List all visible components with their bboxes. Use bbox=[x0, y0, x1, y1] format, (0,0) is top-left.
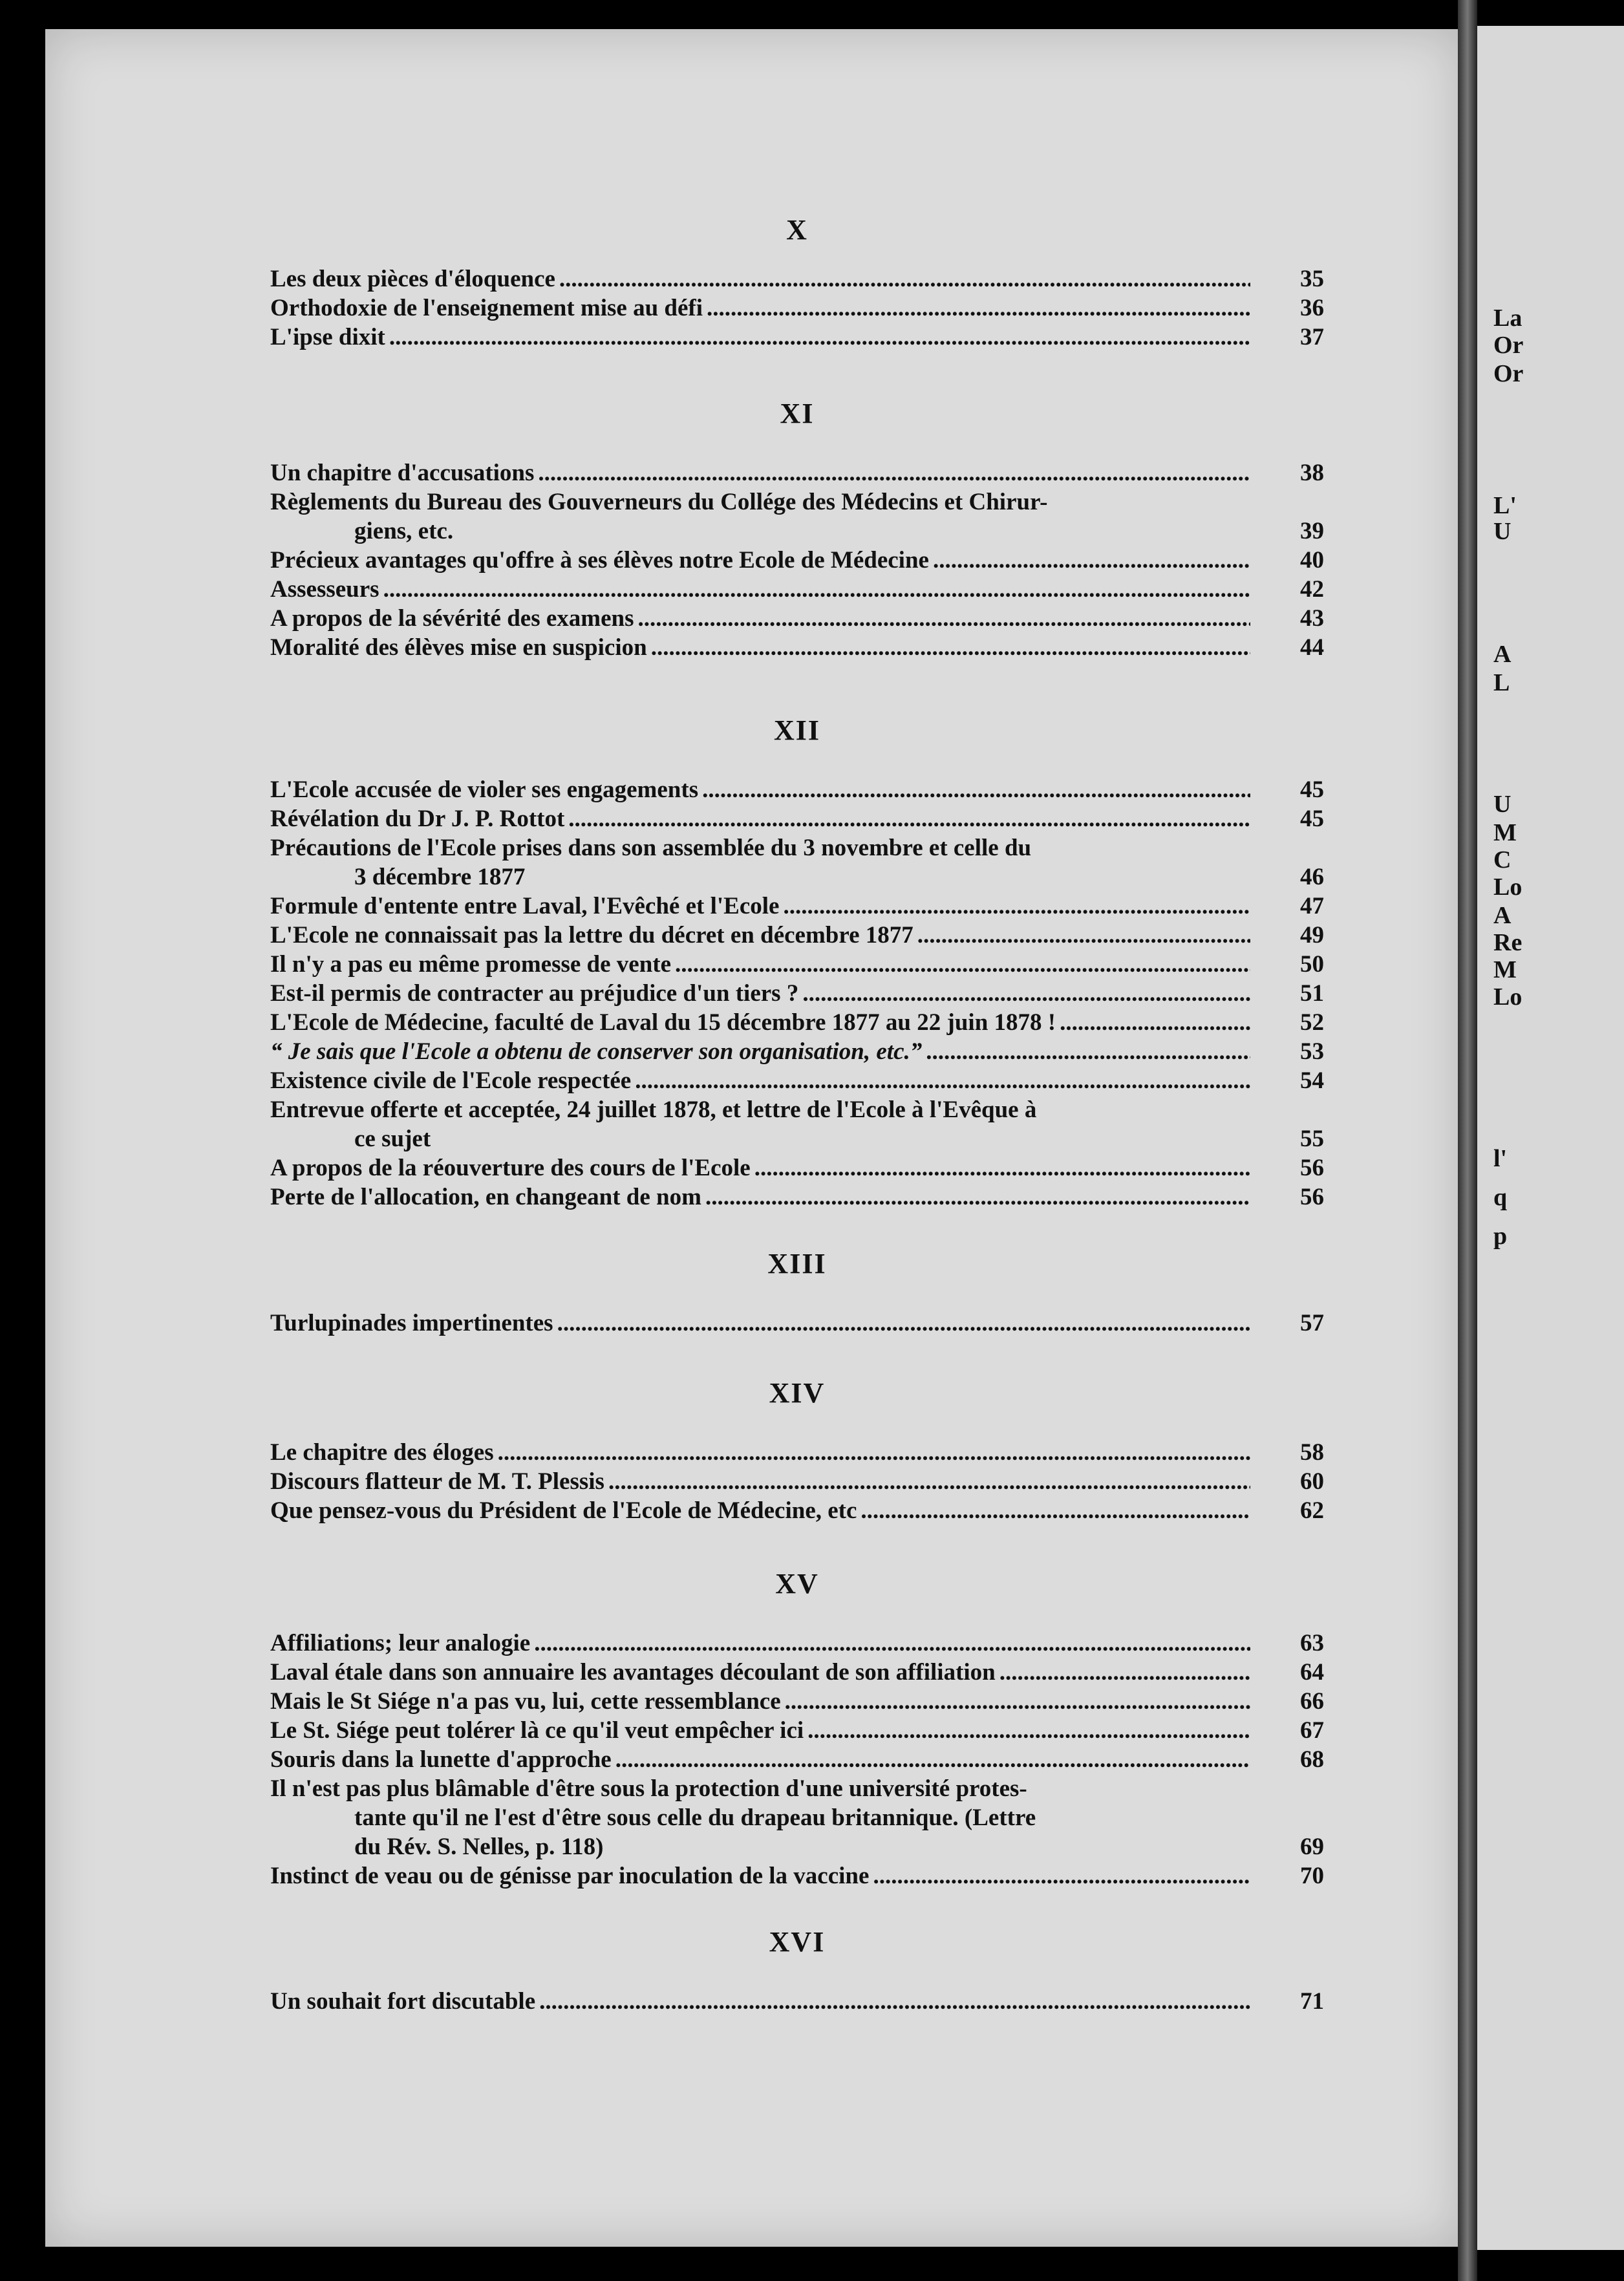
toc-entry-title bbox=[270, 546, 1250, 575]
toc-entry-title bbox=[270, 323, 1250, 352]
toc-page-number: 69 bbox=[1300, 1834, 1324, 1860]
toc-entry-text: Est-il permis de contracter au préjudice d'un tiers ? bbox=[270, 980, 799, 1007]
toc-page-number: 38 bbox=[1300, 460, 1324, 486]
toc-page-number: 49 bbox=[1300, 922, 1324, 948]
toc-entry-text: L'Ecole de Médecine, faculté de Laval du 15 décembre 1877 au 22 juin 1878 ! bbox=[270, 1009, 1056, 1036]
toc-entry-title bbox=[270, 1467, 1250, 1496]
toc-entry[interactable] bbox=[270, 1008, 1324, 1037]
section-heading: XII bbox=[773, 714, 821, 746]
toc-page-number: 63 bbox=[1300, 1630, 1324, 1656]
toc-entry[interactable] bbox=[270, 921, 1324, 950]
toc-entry[interactable] bbox=[270, 1183, 1324, 1212]
toc-section bbox=[270, 213, 1324, 352]
toc-entry[interactable] bbox=[270, 833, 1324, 892]
toc-entry[interactable] bbox=[270, 1861, 1324, 1890]
toc-entry-text: Instinct de veau ou de génisse par inoculation de la vaccine bbox=[270, 1863, 870, 1889]
toc-entry-continuation: ce sujet bbox=[354, 1126, 431, 1152]
toc-entry-text: A propos de la sévérité des examens bbox=[270, 605, 634, 632]
toc-entry[interactable] bbox=[270, 487, 1324, 546]
toc-page-number: 67 bbox=[1300, 1717, 1324, 1744]
toc-page-number: 54 bbox=[1300, 1067, 1324, 1094]
toc-page-number: 68 bbox=[1300, 1746, 1324, 1773]
toc-entry-continuation: du Rév. S. Nelles, p. 118) bbox=[354, 1834, 604, 1860]
toc-entry-title bbox=[270, 575, 1250, 604]
toc-page-number: 56 bbox=[1300, 1155, 1324, 1181]
toc-page-number: 47 bbox=[1300, 893, 1324, 919]
toc-entry-title bbox=[270, 1008, 1250, 1037]
toc-entry-title bbox=[270, 1658, 1250, 1687]
facing-page-fragment: Re bbox=[1493, 929, 1522, 956]
toc-entry-title bbox=[270, 892, 1250, 921]
toc-entry-title bbox=[270, 1629, 1250, 1658]
toc-entry-title bbox=[270, 264, 1250, 294]
toc-entry[interactable] bbox=[270, 892, 1324, 921]
toc-entry[interactable] bbox=[270, 1467, 1324, 1496]
toc-page-number: 44 bbox=[1300, 634, 1324, 661]
toc-entry-line: Il n'est pas plus blâmable d'être sous la protection d'une université protes- bbox=[270, 1774, 1250, 1803]
toc-page-number: 55 bbox=[1300, 1126, 1324, 1152]
toc-entry-title bbox=[270, 1745, 1250, 1774]
facing-page-fragment: La bbox=[1493, 305, 1522, 332]
toc-section bbox=[270, 714, 1324, 1212]
toc-entry[interactable] bbox=[270, 1774, 1324, 1861]
toc-entry[interactable] bbox=[270, 804, 1324, 833]
toc-page-number: 60 bbox=[1300, 1468, 1324, 1495]
toc-entry-text: Précieux avantages qu'offre à ses élèves notre Ecole de Médecine bbox=[270, 547, 929, 573]
section-heading: XV bbox=[775, 1568, 819, 1600]
toc-page-number: 45 bbox=[1300, 806, 1324, 832]
toc-entry[interactable] bbox=[270, 575, 1324, 604]
toc-page-number: 53 bbox=[1300, 1038, 1324, 1065]
toc-entry-title bbox=[270, 294, 1250, 323]
book-gutter bbox=[1458, 0, 1477, 2281]
toc-entry-continuation: tante qu'il ne l'est d'être sous celle du drapeau britannique. (Lettre bbox=[354, 1804, 1036, 1831]
toc-entry-text: Laval étale dans son annuaire les avantages découlant de son affiliation bbox=[270, 1659, 996, 1686]
toc-entry[interactable] bbox=[270, 1658, 1324, 1687]
toc-entry[interactable] bbox=[270, 546, 1324, 575]
toc-entry[interactable] bbox=[270, 264, 1324, 294]
toc-entry-title bbox=[270, 950, 1250, 979]
toc-entry-text: Moralité des élèves mise en suspicion bbox=[270, 634, 647, 661]
toc-entry-text: Affiliations; leur analogie bbox=[270, 1630, 531, 1656]
toc-section bbox=[270, 1376, 1324, 1525]
toc-entry[interactable] bbox=[270, 1095, 1324, 1153]
toc-entry-text: Existence civile de l'Ecole respectée bbox=[270, 1067, 632, 1094]
toc-entry-continuation: 3 décembre 1877 bbox=[354, 864, 526, 890]
toc-entry-title bbox=[270, 1309, 1250, 1338]
toc-page-number: 64 bbox=[1300, 1659, 1324, 1686]
toc-entry-title bbox=[270, 921, 1250, 950]
facing-page-fragment: Or bbox=[1493, 332, 1524, 359]
section-heading: XI bbox=[780, 398, 815, 429]
toc-entry-title bbox=[270, 1153, 1250, 1183]
toc-entry-title bbox=[270, 1438, 1250, 1467]
toc-page-number: 71 bbox=[1300, 1988, 1324, 2015]
facing-page-fragment: q bbox=[1493, 1184, 1508, 1211]
toc-entry[interactable] bbox=[270, 1066, 1324, 1095]
facing-page-fragment: Lo bbox=[1493, 873, 1522, 901]
toc-entry-text: Assesseurs bbox=[270, 576, 379, 603]
toc-entry-text: Que pensez-vous du Président de l'Ecole de Médecine, etc bbox=[270, 1497, 857, 1524]
toc-entry-line: Précautions de l'Ecole prises dans son assemblée du 3 novembre et celle du bbox=[270, 833, 1250, 862]
toc-entry-text: Discours flatteur de M. T. Plessis bbox=[270, 1468, 604, 1495]
facing-page-fragment: L bbox=[1493, 669, 1510, 696]
toc-entry-title bbox=[270, 1774, 1250, 1861]
facing-page-fragment: U bbox=[1493, 518, 1512, 545]
toc-entry-title bbox=[270, 775, 1250, 804]
toc-entry[interactable] bbox=[270, 1987, 1324, 2016]
toc-entry-continuation: giens, etc. bbox=[354, 518, 454, 544]
toc-entry-text: Révélation du Dr J. P. Rottot bbox=[270, 806, 565, 832]
toc-entry-line: Entrevue offerte et acceptée, 24 juillet 1878, et lettre de l'Ecole à l'Evêque à bbox=[270, 1095, 1250, 1124]
toc-entry-title bbox=[270, 804, 1250, 833]
toc-entry-text: Le St. Siége peut tolérer là ce qu'il veut empêcher ici bbox=[270, 1717, 804, 1744]
facing-page-fragment: p bbox=[1493, 1223, 1508, 1250]
section-heading: XVI bbox=[769, 1926, 826, 1958]
toc-page-number: 37 bbox=[1300, 324, 1324, 350]
toc-entry[interactable] bbox=[270, 633, 1324, 662]
toc-entry-text: Le chapitre des éloges bbox=[270, 1439, 494, 1466]
facing-page-fragment: l' bbox=[1493, 1145, 1508, 1172]
facing-page-fragment: Lo bbox=[1493, 983, 1522, 1011]
toc-entry[interactable] bbox=[270, 1687, 1324, 1716]
facing-page-fragment: L' bbox=[1493, 492, 1517, 519]
toc-entry[interactable] bbox=[270, 294, 1324, 323]
toc-page-number: 36 bbox=[1300, 295, 1324, 321]
toc-entry-text: Un chapitre d'accusations bbox=[270, 460, 535, 486]
toc-page-number: 52 bbox=[1300, 1009, 1324, 1036]
toc-entry-title bbox=[270, 487, 1250, 546]
toc-page-number: 58 bbox=[1300, 1439, 1324, 1466]
toc-entry-title bbox=[270, 1183, 1250, 1212]
toc-entry-title bbox=[270, 458, 1250, 487]
facing-page-fragment: C bbox=[1493, 846, 1512, 873]
toc-entry[interactable] bbox=[270, 1153, 1324, 1183]
facing-page-fragment: A bbox=[1493, 641, 1512, 668]
toc-entry-title bbox=[270, 1987, 1250, 2016]
toc-entry-title bbox=[270, 1037, 1250, 1066]
toc-page-number: 51 bbox=[1300, 980, 1324, 1007]
toc-entry[interactable] bbox=[270, 1496, 1324, 1525]
toc-entry-text: Un souhait fort discutable bbox=[270, 1988, 536, 2015]
toc-entry[interactable] bbox=[270, 1629, 1324, 1658]
facing-page-fragment: Or bbox=[1493, 360, 1524, 387]
toc-entry-title bbox=[270, 1716, 1250, 1745]
toc-entry-text: Souris dans la lunette d'approche bbox=[270, 1746, 612, 1773]
toc-entry-title bbox=[270, 633, 1250, 662]
section-heading: XIV bbox=[769, 1377, 826, 1409]
toc-entry-text: L'Ecole ne connaissait pas la lettre du décret en décembre 1877 bbox=[270, 922, 914, 948]
toc-entry-title bbox=[270, 1861, 1250, 1890]
toc-entry-text: Formule d'entente entre Laval, l'Evêché et l'Ecole bbox=[270, 893, 780, 919]
toc-entry[interactable] bbox=[270, 323, 1324, 352]
facing-page-fragment: A bbox=[1493, 902, 1512, 929]
table-of-contents bbox=[270, 213, 1324, 2051]
toc-entry[interactable] bbox=[270, 1309, 1324, 1338]
toc-page-number: 66 bbox=[1300, 1688, 1324, 1715]
section-heading: XIII bbox=[767, 1248, 827, 1280]
section-heading: X bbox=[786, 214, 808, 246]
toc-entry[interactable] bbox=[270, 979, 1324, 1008]
toc-entry-text: A propos de la réouverture des cours de l'Ecole bbox=[270, 1155, 751, 1181]
toc-entry-text: Mais le St Siége n'a pas vu, lui, cette ressemblance bbox=[270, 1688, 781, 1715]
toc-entry[interactable] bbox=[270, 604, 1324, 633]
toc-entry-title bbox=[270, 604, 1250, 633]
facing-page-fragment: M bbox=[1493, 956, 1517, 983]
toc-entry-title bbox=[270, 1066, 1250, 1095]
toc-entry-text: Il n'y a pas eu même promesse de vente bbox=[270, 951, 672, 978]
toc-entry-text: Les deux pièces d'éloquence bbox=[270, 266, 555, 292]
toc-entry-title bbox=[270, 1496, 1250, 1525]
toc-entry-title bbox=[270, 1095, 1250, 1153]
toc-entry-line: Règlements du Bureau des Gouverneurs du Collége des Médecins et Chirur- bbox=[270, 487, 1250, 517]
toc-page-number: 50 bbox=[1300, 951, 1324, 978]
toc-page-number: 43 bbox=[1300, 605, 1324, 632]
toc-section bbox=[270, 1567, 1324, 1890]
toc-entry-text: Turlupinades impertinentes bbox=[270, 1310, 553, 1336]
toc-entry-text: L'ipse dixit bbox=[270, 324, 385, 350]
facing-page-fragment: U bbox=[1493, 791, 1512, 818]
toc-entry-text: L'Ecole accusée de violer ses engagements bbox=[270, 776, 699, 803]
toc-page-number: 70 bbox=[1300, 1863, 1324, 1889]
toc-page-number: 46 bbox=[1300, 864, 1324, 890]
toc-page-number: 56 bbox=[1300, 1184, 1324, 1210]
toc-entry-title bbox=[270, 979, 1250, 1008]
toc-entry[interactable] bbox=[270, 1716, 1324, 1745]
toc-entry-text: “ Je sais que l'Ecole a obtenu de conserver son organisation, etc.” bbox=[270, 1038, 923, 1065]
toc-entry[interactable] bbox=[270, 458, 1324, 487]
toc-page-number: 35 bbox=[1300, 266, 1324, 292]
toc-section bbox=[270, 1247, 1324, 1338]
toc-section bbox=[270, 1925, 1324, 2016]
toc-page-number: 45 bbox=[1300, 776, 1324, 803]
toc-page-number: 42 bbox=[1300, 576, 1324, 603]
toc-entry-text: Orthodoxie de l'enseignement mise au défi bbox=[270, 295, 703, 321]
toc-page-number: 39 bbox=[1300, 518, 1324, 544]
toc-page-number: 40 bbox=[1300, 547, 1324, 573]
toc-entry-title bbox=[270, 1687, 1250, 1716]
toc-entry[interactable] bbox=[270, 1438, 1324, 1467]
toc-entry[interactable] bbox=[270, 1037, 1324, 1066]
toc-entry[interactable] bbox=[270, 950, 1324, 979]
toc-entry[interactable] bbox=[270, 1745, 1324, 1774]
toc-page-number: 62 bbox=[1300, 1497, 1324, 1524]
toc-entry-title bbox=[270, 833, 1250, 892]
toc-entry-text: Perte de l'allocation, en changeant de nom bbox=[270, 1184, 701, 1210]
facing-page-fragment: M bbox=[1493, 819, 1517, 846]
toc-page-number: 57 bbox=[1300, 1310, 1324, 1336]
toc-entry[interactable] bbox=[270, 775, 1324, 804]
toc-section bbox=[270, 397, 1324, 662]
